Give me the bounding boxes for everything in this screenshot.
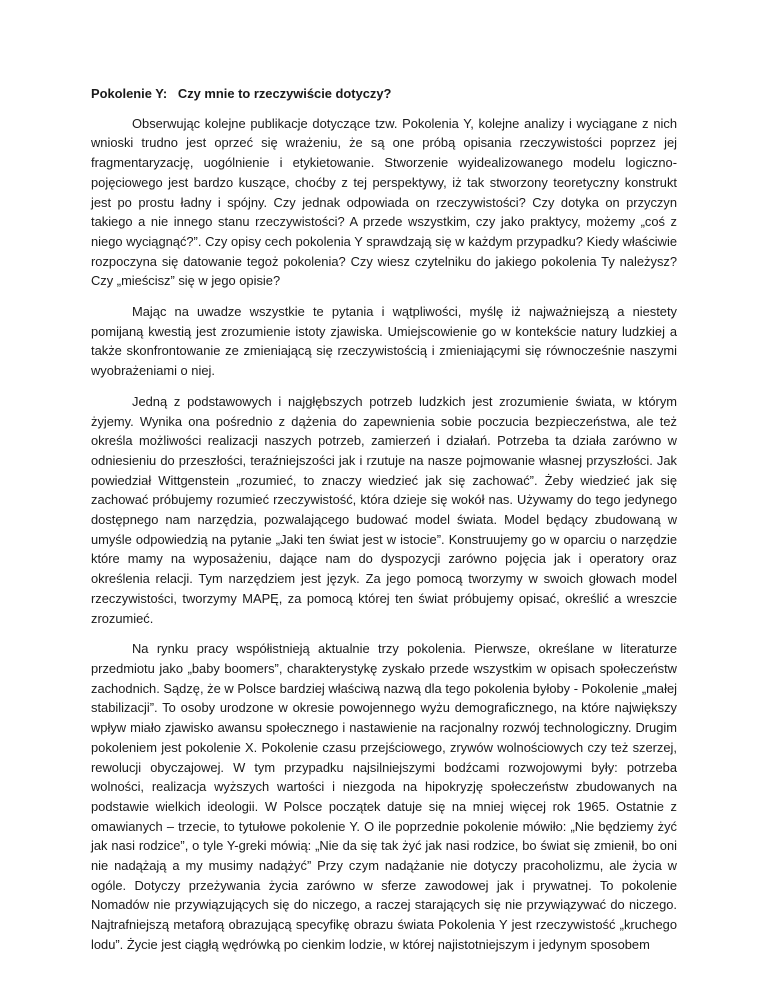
paragraph-3: Jedną z podstawowych i najgłębszych potrzeb ludzkich jest zrozumienie świata, w którym żyjemy. Wynika ona pośrednio z dążenia do zapewnienia sobie poczucia bezpieczeństwa, ale też określa możliwości realizacji naszych potrzeb, zamierzeń i działań. Potrzeba ta działa zarówno w odniesieniu do przeszłości, teraźniejszości jak i rzutuje na nasze pojmowanie własnej przyszłości. Jak powiedział Wittgenstein „rozumieć, to znaczy wiedzieć jak się zachować”. Żeby wiedzieć jak się zachować próbujemy rozumieć rzeczywistość, która dzieje się wokół nas. Używamy do tego jedynego dostępnego nam narzędzia, pozwalającego budować model świata. Model będący zbudowaną w umyśle odpowiedzią na pytanie „Jaki ten świat jest w istocie”. Konstruujemy go w oparciu o narzędzie które mamy na wyposażeniu, dające nam do dyspozycji zarówno pojęcia jak i operatory oraz określenia relacji. Tym narzędziem jest język. Za jego pomocą tworzymy w swoich głowach model rzeczywistości, tworzymy MAPĘ, za pomocą której ten świat próbujemy opisać, określić a wreszcie zrozumieć. — [91, 393, 677, 626]
paragraph-2: Mając na uwadze wszystkie te pytania i wątpliwości, myślę iż najważniejszą a niestety pomijaną kwestią jest zrozumienie istoty zjawiska. Umiejscowienie go w kontekście natury ludzkiej a także skonfrontowanie ze zmieniającą się rzeczywistością i zmieniającymi się równocześnie naszymi wyobrażeniami o niej. — [91, 304, 677, 379]
paragraph-1: Obserwując kolejne publikacje dotyczące tzw. Pokolenia Y, kolejne analizy i wyciągane z nich wnioski trudno jest oprzeć się wrażeniu, że są one próbą opisania rzeczywistości poprzez jej fragmentaryzację, uogólnienie i etykietowanie. Stworzenie wyidealizowanego modelu logiczno-pojęciowego jest bardzo kuszące, choćby z tej perspektywy, iż tak stworzony teoretyczny konstrukt jest po prostu ładny i spójny. Czy jednak odpowiada on rzeczywistości? Czy dotyka on przyczyn takiego a nie innego stanu rzeczywistości? A przede wszystkim, czy jako praktycy, możemy „coś z niego wyciągnąć?”. Czy opisy cech pokolenia Y sprawdzają się w każdym przypadku? Kiedy właściwie rozpoczyna się datowanie tegoż pokolenia? Czy wiesz czytelniku do jakiego pokolenia Ty należysz? Czy „mieścisz” się w jego opisie? — [91, 115, 677, 289]
document-body — [91, 84, 677, 966]
document-title: Pokolenie Y: Czy mnie to rzeczywiście dotyczy? — [91, 86, 392, 101]
paragraph-4: Na rynku pracy współistnieją aktualnie trzy pokolenia. Pierwsze, określane w literaturze przedmiotu jako „baby boomers”, charakterystykę zyskało przede wszystkim w opisach społeczeństw zachodnich. Sądzę, że w Polsce bardziej właściwą nazwą dla tego pokolenia byłoby - Pokolenie „małej stabilizacji”. To osoby urodzone w okresie powojennego wyżu demograficznego, na które największy wpływ miało zjawisko awansu społecznego i nastawienie na racjonalny rozwój technologiczny. Drugim pokoleniem jest pokolenie X. Pokolenie czasu przejściowego, zrywów wolnościowych czy też szerzej, rewolucji obyczajowej. W tym przypadku najsilniejszymi bodźcami rozwojowymi były: potrzeba wolności, realizacja wyższych wartości i niezgoda na hipokryzję społeczeństw zbudowanych na podstawie wielkich ideologii. W Polsce początek datuje się na mniej więcej rok 1965. Ostatnie z omawianych – trzecie, to tytułowe pokolenie Y. O ile poprzednie pokolenie mówiło: „Nie będziemy żyć jak nasi rodzice”, o tyle Y-greki mówią: „Nie da się tak żyć jak nasi rodzice, bo świat się zmienił, bo oni nie nadążają a my musimy nadążyć” Przy czym nadążanie nie dotyczy pracoholizmu, ale życia w ogóle. Dotyczy przeżywania życia zarówno w sferze zawodowej jak i prywatnej. To pokolenie Nomadów nie przywiązujących się do niczego, a raczej starających się nie przywiązywać do niczego. Najtrafniejszą metaforą obrazującą specyfikę obrazu świata Pokolenia Y jest rzeczywistość „kruchego lodu”. Życie jest ciągłą wędrówką po cienkim lodzie, w której najistotniejszym i jedynym sposobem — [91, 641, 677, 952]
